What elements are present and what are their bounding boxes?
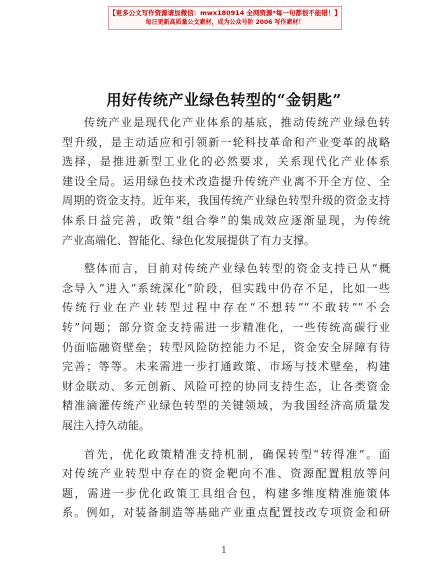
text-line: 系。例如，对装备制造等基础产业重点配置技改专项资金和研 <box>62 506 390 520</box>
document-title: 用好传统产业绿色转型的“金钥匙” <box>106 91 342 109</box>
text-line: 传统行业在产业转型过程中存在“不想转”“不敢转”“不会 <box>62 301 390 315</box>
text-line: 体系日益完善，政策“组合拳”的集成效应逐渐显现，为传统 <box>62 213 390 227</box>
text-line: 传统产业是现代化产业体系的基底，推动传统产业绿色转 <box>84 116 390 129</box>
text-line: 首先，优化政策精准支持机制，确保转型“转得准”。面 <box>84 447 390 461</box>
promo-banner <box>108 6 342 30</box>
text-line: 对传统产业转型中存在的资金靶向不准、资源配置粗放等问 <box>62 467 390 481</box>
promo-banner-line2: 每日更新高质量公文素材，成为公众号阶 2006 写作素材！ <box>145 19 305 26</box>
page-number: 1 <box>221 546 227 556</box>
text-line: 财金联动、多元创新、风险可控的协同支持生态，让各类资金 <box>62 379 390 393</box>
text-line: 题，需进一步优化政策工具组合包，构建多维度精准施策体 <box>62 486 390 500</box>
paragraph-2 <box>62 259 390 435</box>
text-line: 周期的资金支持。近年来，我国传统产业绿色转型升级的资金支持 <box>62 194 390 208</box>
text-line: 选择，是推进新型工业化的必然要求，关系现代化产业体系 <box>62 155 390 169</box>
text-line: 仍面临融资壁垒；转型风险防控能力不足，资金安全屏障有待 <box>62 340 390 354</box>
text-line: 完善；等等。未来需进一步打通政策、市场与技术壁垒，构建 <box>62 360 390 374</box>
text-line: 产业高端化、智能化、绿色化发展提供了有力支撑。 <box>62 233 315 247</box>
text-line: 展注入持久动能。 <box>62 418 150 432</box>
text-line: 念导入”进入“系统深化”阶段，但实践中仍存不足，比如一些 <box>62 281 390 295</box>
paragraph-1 <box>62 113 390 250</box>
text-line: 转”问题；部分资金支持需进一步精准化，一些传统高碳行业 <box>62 320 390 334</box>
paragraph-3 <box>62 445 390 523</box>
text-line: 整体而言，目前对传统产业绿色转型的资金支持已从“概 <box>84 262 390 276</box>
document-body <box>62 113 390 523</box>
text-line: 建设全局。运用绿色技术改造提升传统产业离不开全方位、全 <box>62 174 390 188</box>
text-line: 型升级，是主动适应和引领新一轮科技革命和产业变革的战略 <box>62 135 390 149</box>
promo-banner-line1: 【更多公文写作资源请加微信：mwx180914 全网资源*每一句都很不能错！】 <box>109 9 341 17</box>
text-line: 精准滴灌传统产业绿色转型的关键领域，为我国经济高质量发 <box>62 399 390 413</box>
